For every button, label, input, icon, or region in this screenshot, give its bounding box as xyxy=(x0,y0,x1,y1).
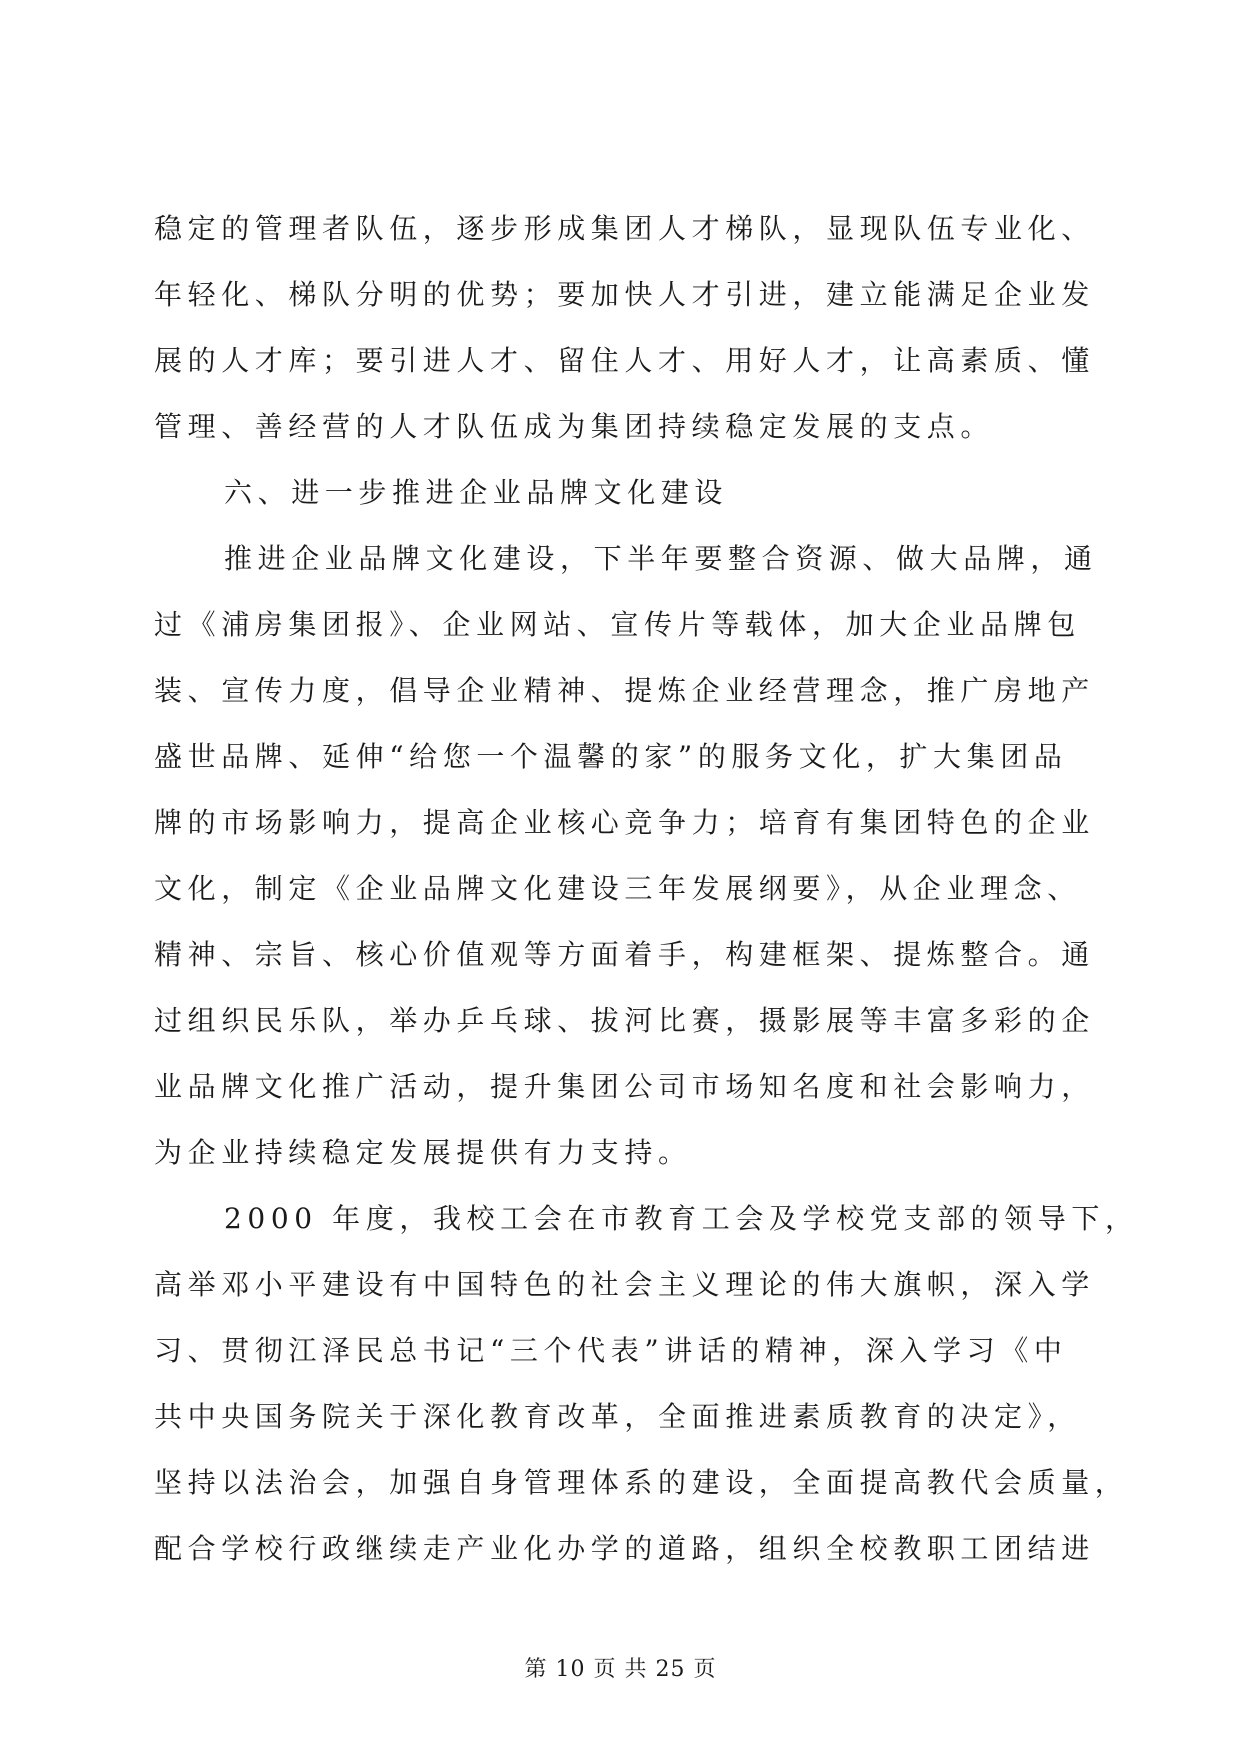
text-line: 管理、善经营的人才队伍成为集团持续稳定发展的支点。 xyxy=(154,410,995,443)
text-line: 展的人才库；要引进人才、留住人才、用好人才，让高素质、懂 xyxy=(154,344,1095,377)
text-line: 业品牌文化推广活动，提升集团公司市场知名度和社会影响力， xyxy=(154,1070,1095,1103)
text-line: 盛世品牌、延伸“给您一个温馨的家”的服务文化，扩大集团品 xyxy=(154,740,1068,773)
paragraph xyxy=(154,196,1095,460)
text-line: 精神、宗旨、核心价值观等方面着手，构建框架、提炼整合。通 xyxy=(154,938,1095,971)
text-line: 稳定的管理者队伍，逐步形成集团人才梯队，显现队伍专业化、 xyxy=(154,212,1095,245)
page-number-footer: 第 10 页 共 25 页 xyxy=(524,1657,717,1682)
text-line: 2000 年度，我校工会在市教育工会及学校党支部的领导下， xyxy=(224,1202,1139,1235)
text-line: 年轻化、梯队分明的优势；要加快人才引进，建立能满足企业发 xyxy=(154,278,1095,311)
text-line: 文化，制定《企业品牌文化建设三年发展纲要》，从企业理念、 xyxy=(154,872,1081,905)
heading-line: 六、进一步推进企业品牌文化建设 xyxy=(224,476,729,509)
text-line: 共中央国务院关于深化教育改革，全面推进素质教育的决定》， xyxy=(154,1400,1081,1433)
text-line: 推进企业品牌文化建设，下半年要整合资源、做大品牌，通 xyxy=(224,542,1098,575)
document-body xyxy=(154,196,1139,1582)
text-line: 高举邓小平建设有中国特色的社会主义理论的伟大旗帜，深入学 xyxy=(154,1268,1095,1301)
text-line: 装、宣传力度，倡导企业精神、提炼企业经营理念，推广房地产 xyxy=(154,674,1095,707)
text-line: 习、贯彻江泽民总书记“三个代表”讲话的精神，深入学习《中 xyxy=(154,1334,1068,1367)
section-heading xyxy=(154,460,1084,526)
text-line: 过《浦房集团报》、企业网站、宣传片等载体，加大企业品牌包 xyxy=(154,608,1081,641)
text-line: 配合学校行政继续走产业化办学的道路，组织全校教职工团结进 xyxy=(154,1532,1095,1565)
text-line: 坚持以法治会，加强自身管理体系的建设，全面提高教代会质量， xyxy=(154,1466,1129,1499)
text-line: 过组织民乐队，举办乒乓球、拔河比赛，摄影展等丰富多彩的企 xyxy=(154,1004,1095,1037)
text-line: 为企业持续稳定发展提供有力支持。 xyxy=(154,1136,692,1169)
paragraph xyxy=(154,1186,1139,1582)
text-line: 牌的市场影响力，提高企业核心竞争力；培育有集团特色的企业 xyxy=(154,806,1095,839)
paragraph xyxy=(154,526,1098,1186)
